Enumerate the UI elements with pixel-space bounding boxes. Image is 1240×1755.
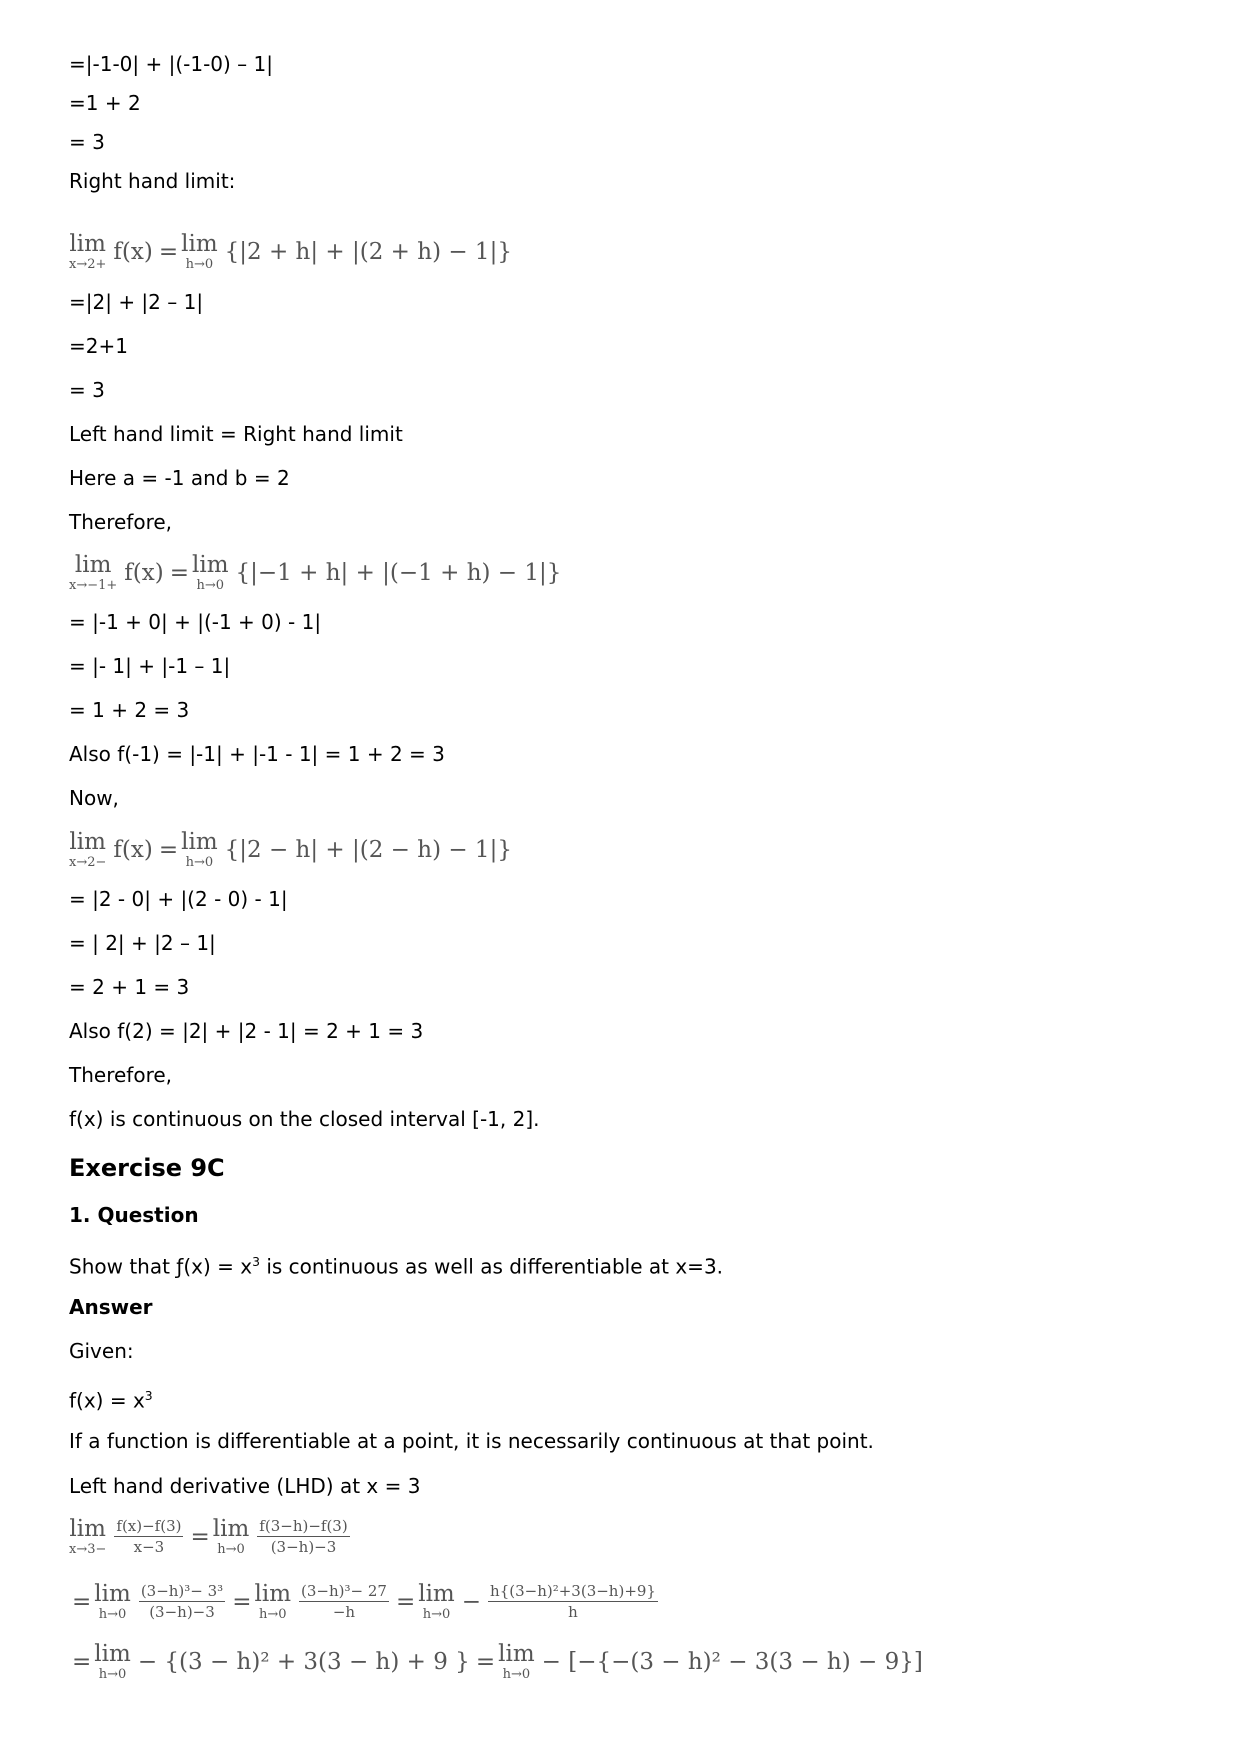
text-line: Left hand derivative (LHD) at x = 3 — [69, 1474, 421, 1498]
text-line: = |-1 + 0| + |(-1 + 0) - 1| — [69, 610, 322, 634]
exercise-heading: Exercise 9C — [69, 1154, 225, 1182]
text-line: f(x) is continuous on the closed interval [-1, 2]. — [69, 1107, 540, 1131]
formula-right-limit-2: lim x→2+ f(x) = lim h→0 {|2 + h| + |(2 + h) − 1|} — [69, 231, 512, 272]
text-line: =|-1-0| + |(-1-0) – 1| — [69, 52, 273, 76]
formula-right-limit-minus1: lim x→−1+ f(x) = lim h→0 {|−1 + h| + |(−1 + h) − 1|} — [69, 552, 562, 593]
formula-lhd-definition: lim x→3− $\frac{f(x)-f(3)}{x-3}$ = lim h→0 $\frac{f(3-h)-f(3)}{(3-h)-3}$ — [69, 1516, 348, 1557]
question-label: 1. Question — [69, 1203, 199, 1227]
formula-left-limit-2: lim x→2− f(x) = lim h→0 {|2 − h| + |(2 − h) − 1|} — [69, 829, 512, 870]
text-line: Therefore, — [69, 510, 173, 534]
text-line: =2+1 — [69, 334, 128, 358]
text-line: =1 + 2 — [69, 91, 141, 115]
text-line: = 2 + 1 = 3 — [69, 975, 190, 999]
text-line: If a function is differentiable at a point, it is necessarily continuous at that point. — [69, 1429, 874, 1453]
text-line: Therefore, — [69, 1063, 173, 1087]
text-line: =|2| + |2 – 1| — [69, 290, 204, 314]
text-line: = 3 — [69, 130, 105, 154]
formula-lhd-expansion: = lim h→0 $\frac{\text{(3−h)³− 3³}}{(3-h)-3}$ = lim h→0 $\frac{\text{(3−h)³− 27}}{-h}$ = lim h→0 − $\frac{\text{h\{(3−h)²+3(3−h)+9\}}}{h}$ — [72, 1581, 656, 1622]
formula-lhd-simplified: = lim h→0 − {(3 − h)² + 3(3 − h) + 9 } = lim h→0 − [−{−(3 − h)² − 3(3 − h) − 9}] — [72, 1641, 923, 1682]
text-line: = 1 + 2 = 3 — [69, 698, 190, 722]
text-line: Now, — [69, 786, 119, 810]
text-line: = 3 — [69, 378, 105, 402]
text-line: = |- 1| + |-1 – 1| — [69, 654, 231, 678]
text-line: = | 2| + |2 – 1| — [69, 931, 216, 955]
text-line: Given: — [69, 1339, 134, 1363]
answer-label: Answer — [69, 1295, 153, 1319]
text-line: Also f(2) = |2| + |2 - 1| = 2 + 1 = 3 — [69, 1019, 424, 1043]
text-line: Right hand limit: — [69, 169, 236, 193]
text-line: = |2 - 0| + |(2 - 0) - 1| — [69, 887, 288, 911]
text-line: Here a = -1 and b = 2 — [69, 466, 290, 490]
function-definition: $f(x) = x^3$ — [69, 1388, 153, 1413]
text-line: Also f(-1) = |-1| + |-1 - 1| = 1 + 2 = 3 — [69, 742, 445, 766]
text-line: Left hand limit = Right hand limit — [69, 422, 403, 446]
question-text: Show that ƒ(x) = $x^3$ is continuous as well as differentiable at x=3. — [69, 1254, 724, 1279]
